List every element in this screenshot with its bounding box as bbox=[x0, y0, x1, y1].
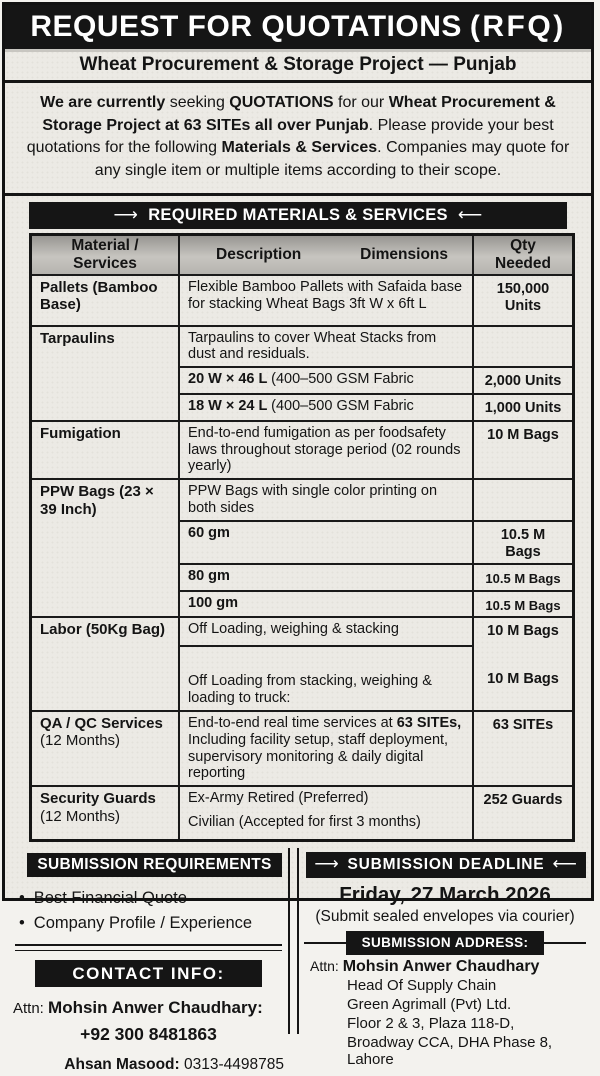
address-line: Green Agrimall (Pvt) Ltd. bbox=[347, 995, 512, 1013]
address-name: Mohsin Anwer Chaudhary bbox=[342, 957, 540, 975]
table-cell-desc bbox=[178, 563, 472, 589]
cell-line bbox=[188, 483, 464, 517]
submission-requirements-list bbox=[19, 886, 284, 937]
submission-deadline-label: SUBMISSION DEADLINE bbox=[347, 855, 545, 873]
text-segment: Pallets (Bamboo Base) bbox=[40, 278, 158, 314]
text-segment: Ex-Army Retired (Preferred) bbox=[188, 790, 369, 807]
table-cell-qty bbox=[472, 366, 572, 393]
text-segment: seeking bbox=[169, 94, 230, 111]
divider-double-line bbox=[15, 944, 282, 951]
contact-attn-label: Attn: bbox=[13, 1000, 49, 1018]
cell-line bbox=[188, 732, 464, 749]
cell-line bbox=[482, 671, 564, 688]
text-segment: PPW Bags (23 × 39 Inch) bbox=[40, 483, 154, 518]
cell-line bbox=[40, 279, 170, 314]
table-cell-mat bbox=[32, 478, 178, 615]
table-cell-desc bbox=[178, 616, 472, 646]
text-segment: Tarpaulins to cover Wheat Stacks from dust and residuals. bbox=[188, 329, 437, 363]
header-dimensions: Dimensions bbox=[360, 245, 448, 263]
rfq-advertisement bbox=[2, 2, 594, 1073]
text-segment: (400–500 GSM Fabric bbox=[271, 371, 414, 388]
cell-line bbox=[40, 732, 170, 749]
header-description-dimensions bbox=[178, 236, 472, 274]
text-segment: supervisory monitoring & daily digital reporting bbox=[188, 748, 424, 782]
cell-line bbox=[40, 808, 170, 825]
contact-info-block bbox=[13, 995, 284, 1076]
deadline-date: Friday, 27 March 2026 bbox=[339, 882, 551, 906]
text-segment: . Companies may quote for any single item or multiple items according to their scope. bbox=[94, 139, 570, 180]
text-segment: Fumigation bbox=[40, 424, 121, 442]
address-line: Head Of Supply Chain bbox=[347, 976, 497, 994]
required-materials-label: REQUIRED MATERIALS & SERVICES bbox=[148, 205, 448, 224]
text-segment: QA / QC Services bbox=[40, 715, 163, 733]
address-attn-label: Attn: bbox=[310, 957, 343, 974]
rfq-title-bar bbox=[5, 5, 591, 49]
cell-line bbox=[482, 792, 564, 809]
table-cell-desc bbox=[178, 420, 472, 478]
table-cell-mat bbox=[32, 420, 178, 478]
text-segment: End-to-end real time services at bbox=[188, 715, 397, 732]
table-cell-mat bbox=[32, 785, 178, 839]
table-cell-qty bbox=[472, 590, 572, 616]
table-cell-qty bbox=[472, 520, 572, 564]
address-lines bbox=[310, 978, 586, 1069]
text-segment: Civilian (Accepted for first 3 months) bbox=[188, 814, 421, 831]
cell-line bbox=[188, 398, 464, 415]
contact-phone-2: 0313-4498785 bbox=[179, 1055, 284, 1073]
text-segment: . Please provide your best quotations for the following bbox=[26, 116, 554, 157]
table-row bbox=[32, 478, 572, 520]
contact-name-1: Mohsin Anwer Chaudhary: bbox=[48, 998, 263, 1018]
address-attn-line bbox=[310, 958, 586, 976]
table-cell-desc bbox=[178, 785, 472, 839]
cell-line bbox=[188, 715, 464, 732]
cell-line bbox=[188, 279, 464, 313]
text-segment: 20 W × 46 L bbox=[188, 371, 272, 388]
bullet-icon: • bbox=[19, 914, 25, 933]
cell-line bbox=[482, 281, 564, 315]
submission-address-block bbox=[310, 958, 586, 1069]
table-row bbox=[32, 785, 572, 839]
table-cell-desc bbox=[178, 645, 472, 710]
table-cell-qty bbox=[472, 645, 572, 710]
table-cell-qty bbox=[472, 478, 572, 520]
cell-line bbox=[482, 527, 564, 561]
table-cell-qty bbox=[472, 420, 572, 478]
submission-address-title-row bbox=[304, 931, 586, 955]
arrow-right-icon: ⟶ bbox=[314, 854, 340, 874]
text-segment: 2,000 bbox=[484, 373, 521, 390]
arrow-left-icon: ⟵ bbox=[457, 204, 483, 224]
text-segment: 100 gm bbox=[188, 594, 238, 611]
table-body bbox=[32, 274, 572, 839]
text-segment: 10.5 M Bags bbox=[485, 597, 561, 613]
text-segment: Including facility setup, staff deployment, bbox=[188, 731, 449, 748]
bottom-section bbox=[5, 848, 591, 1073]
table-cell-desc bbox=[178, 325, 472, 367]
text-segment: 63 SITEs bbox=[492, 717, 554, 734]
deadline-note: (Submit sealed envelopes via courier) bbox=[315, 907, 575, 925]
table-cell-desc bbox=[178, 710, 472, 785]
table-row bbox=[32, 616, 572, 646]
required-materials-section-title bbox=[29, 202, 567, 229]
submission-requirements-title: SUBMISSION REQUIREMENTS bbox=[27, 853, 282, 877]
table-row bbox=[32, 274, 572, 325]
requirement-item: • Company Profile / Experience bbox=[19, 914, 253, 933]
table-cell-mat bbox=[32, 274, 178, 325]
text-segment: Materials & Services bbox=[221, 139, 378, 157]
cell-line bbox=[482, 373, 564, 390]
text-segment: Tarpaulins bbox=[40, 329, 115, 347]
text-segment: 18 W × 24 L bbox=[188, 397, 272, 414]
table-cell-mat bbox=[32, 616, 178, 710]
cell-line bbox=[482, 598, 564, 613]
rfq-title-abbr: (RFQ) bbox=[469, 10, 566, 43]
cell-line bbox=[188, 568, 464, 585]
text-segment: Units bbox=[504, 297, 542, 314]
table-cell-qty bbox=[472, 563, 572, 589]
table-cell-qty bbox=[472, 785, 572, 839]
text-segment: End-to-end fumigation as per foodsafety laws throughout storage period (02 rounds yearly) bbox=[188, 424, 461, 475]
text-segment: 60 gm bbox=[188, 524, 230, 541]
cell-line bbox=[188, 673, 464, 707]
contact-info-title: CONTACT INFO: bbox=[35, 960, 262, 987]
cell-line bbox=[188, 749, 464, 783]
text-segment: Off Loading, weighing & stacking bbox=[188, 620, 399, 637]
table-cell-mat bbox=[32, 325, 178, 420]
cell-line bbox=[482, 400, 564, 417]
table-row bbox=[32, 420, 572, 478]
cell-line bbox=[40, 790, 170, 807]
cell-line bbox=[482, 427, 564, 444]
text-segment: 10.5 M Bags bbox=[500, 526, 546, 560]
header-qty-needed: Qty Needed bbox=[472, 236, 572, 274]
table-cell-qty bbox=[472, 710, 572, 785]
table-header-row bbox=[32, 236, 572, 274]
text-segment: PPW Bags with single color printing on both sides bbox=[188, 483, 438, 516]
table-cell-qty bbox=[472, 616, 572, 646]
arrow-left-icon: ⟵ bbox=[552, 854, 578, 874]
table-cell-desc bbox=[178, 393, 472, 420]
text-segment: (12 Months) bbox=[40, 732, 121, 750]
text-segment: Wheat Procurement & Storage Project at 63 SITEs all over Punjab bbox=[42, 94, 556, 134]
table-cell-qty bbox=[472, 393, 572, 420]
right-column bbox=[299, 848, 591, 1068]
side-line bbox=[544, 942, 586, 944]
bullet-icon: • bbox=[19, 888, 25, 907]
table-cell-desc bbox=[178, 274, 472, 325]
left-column bbox=[5, 848, 288, 1073]
text-segment: 150,000 bbox=[496, 280, 550, 297]
text-segment: 80 gm bbox=[188, 568, 230, 585]
project-subtitle: Wheat Procurement & Storage Project — Punjab bbox=[5, 49, 591, 83]
text-segment: 10 M Bags bbox=[487, 671, 559, 688]
submission-address-title: SUBMISSION ADDRESS: bbox=[346, 931, 545, 955]
table-cell-desc bbox=[178, 520, 472, 564]
text-segment: 1,000 bbox=[484, 399, 521, 416]
address-line: Floor 2 & 3, Plaza 118-D, bbox=[347, 1014, 515, 1032]
text-segment: Labor (50Kg Bag) bbox=[40, 620, 166, 638]
header-description: Description bbox=[216, 245, 302, 263]
side-line bbox=[304, 942, 346, 944]
text-segment: Units bbox=[521, 399, 562, 416]
table-cell-desc bbox=[178, 478, 472, 520]
text-segment: Off Loading from stacking, weighing & loading to truck: bbox=[188, 673, 432, 707]
cell-line bbox=[188, 790, 464, 807]
cell-line bbox=[188, 595, 464, 612]
text-segment: 10 M Bags bbox=[487, 426, 559, 443]
text-segment: QUOTATIONS bbox=[229, 94, 339, 111]
vertical-divider bbox=[288, 848, 299, 1034]
cell-line bbox=[40, 715, 170, 732]
table-row bbox=[32, 325, 572, 367]
header-material-services: Material / Services bbox=[32, 236, 178, 274]
cell-line bbox=[482, 571, 564, 586]
cell-line bbox=[188, 525, 464, 542]
submission-deadline-title-bar bbox=[306, 852, 586, 878]
table-cell-desc bbox=[178, 366, 472, 393]
text-segment: (400–500 GSM Fabric bbox=[271, 397, 414, 414]
text-segment: for our bbox=[338, 94, 389, 111]
rfq-title: REQUEST FOR QUOTATIONS bbox=[30, 10, 462, 43]
cell-line bbox=[40, 621, 170, 638]
text-segment: We are currently bbox=[40, 94, 170, 111]
text-segment: Flexible Bamboo Pallets with Safaida base for stacking Wheat Bags 3ft W x 6ft L bbox=[188, 278, 463, 312]
contact-line-1 bbox=[13, 995, 284, 1021]
table-cell-mat bbox=[32, 710, 178, 785]
table-cell-qty bbox=[472, 325, 572, 367]
table-cell-qty bbox=[472, 274, 572, 325]
cell-line bbox=[188, 621, 464, 638]
contact-name-2: Ahsan Masood: bbox=[64, 1055, 180, 1073]
cell-line bbox=[40, 483, 170, 518]
text-segment: 10 M Bags bbox=[487, 622, 559, 639]
arrow-right-icon: ⟶ bbox=[113, 204, 139, 224]
cell-line bbox=[40, 330, 170, 347]
cell-line bbox=[482, 623, 564, 640]
table-cell-desc bbox=[178, 590, 472, 616]
requirement-item: • Best Financial Quote bbox=[19, 888, 187, 907]
cell-line bbox=[188, 814, 464, 831]
text-segment: 10.5 M Bags bbox=[485, 571, 561, 587]
materials-table bbox=[29, 233, 575, 842]
text-segment: Security Guards bbox=[40, 790, 156, 808]
contact-line-2 bbox=[13, 1053, 284, 1076]
text-segment: 252 Guards bbox=[483, 792, 563, 809]
intro-paragraph bbox=[5, 83, 591, 196]
cell-line bbox=[188, 371, 464, 388]
contact-phone-1: +92 300 8481863 bbox=[80, 1023, 217, 1044]
cell-line bbox=[40, 425, 170, 442]
cell-line bbox=[482, 717, 564, 734]
text-segment: 63 SITEs, bbox=[396, 715, 462, 732]
text-segment: Units bbox=[521, 373, 562, 390]
cell-line bbox=[188, 330, 464, 364]
text-segment: (12 Months) bbox=[40, 807, 121, 825]
address-line: Broadway CCA, DHA Phase 8, Lahore bbox=[347, 1033, 553, 1068]
cell-line bbox=[188, 425, 464, 475]
table-row bbox=[32, 710, 572, 785]
